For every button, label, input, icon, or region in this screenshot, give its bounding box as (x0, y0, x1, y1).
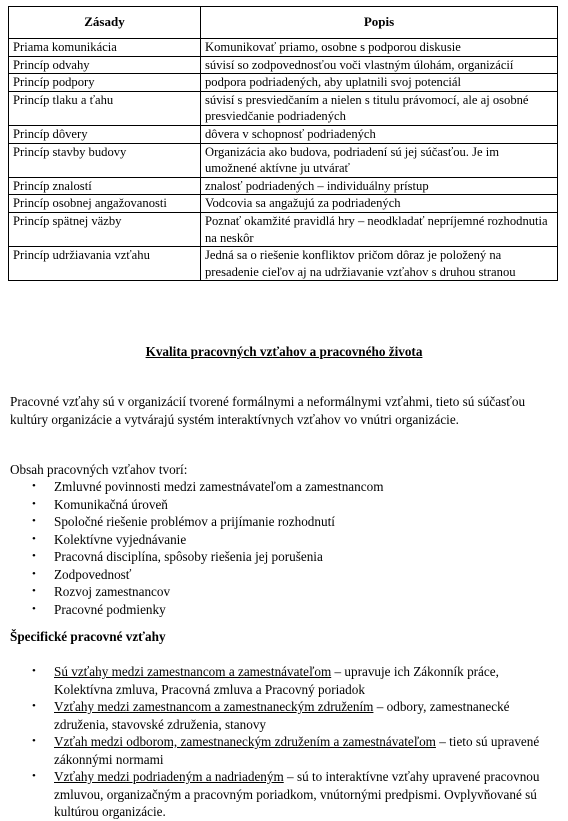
description-cell: dôvera v schopnosť podriadených (201, 125, 558, 143)
principle-cell: Princíp dôvery (9, 125, 201, 143)
list-item (10, 583, 555, 601)
table-row (9, 212, 558, 246)
bullet-icon: • (32, 665, 36, 677)
principle-cell: Princíp podpory (9, 74, 201, 92)
specific-title: Špecifické pracovné vzťahy (10, 629, 166, 644)
intro-paragraph: Pracovné vzťahy sú v organizácií tvorené formálnymi a neformálnymi vzťahmi, tieto sú súčasťou kultúry organizácie a vytvárajú systém interaktívnych vzťahov vo vnútri organizácie. (10, 394, 526, 427)
table-header-principles: Zásady (9, 7, 201, 39)
list-item-text: Zmluvné povinnosti medzi zamestnávateľom a zamestnancom (54, 479, 384, 494)
bullet-icon: • (32, 602, 36, 615)
list-item-text: Pracovná disciplína, spôsoby riešenia jej porušenia (54, 549, 323, 564)
bullet-icon: • (32, 585, 36, 597)
bullet-icon: • (32, 770, 36, 782)
list-item (10, 768, 558, 821)
principle-cell: Princíp tlaku a ťahu (9, 91, 201, 125)
content-list (10, 478, 555, 618)
list-item (10, 698, 558, 733)
list-item-text: Spoločné riešenie problémov a prijímanie rozhodnutí (54, 514, 335, 529)
principle-cell: Princíp spätnej väzby (9, 212, 201, 246)
table-row (9, 195, 558, 213)
table-header-row (9, 7, 558, 39)
description-cell: Vodcovia sa angažujú za podriadených (201, 195, 558, 213)
principle-cell: Princíp odvahy (9, 56, 201, 74)
list-item-text: Pracovné podmienky (54, 601, 166, 617)
principles-table (8, 6, 558, 281)
relation-term: Sú vzťahy medzi zamestnancom a zamestnávateľom (54, 664, 332, 679)
table-row (9, 39, 558, 57)
principle-cell: Princíp stavby budovy (9, 143, 201, 177)
description-cell: súvisí s presviedčaním a nielen s titulu právomocí, ale aj osobné presviedčanie podriadených (201, 91, 558, 125)
bullet-icon: • (32, 480, 36, 492)
list-item (10, 601, 555, 619)
list-item (10, 531, 555, 549)
bullet-icon: • (32, 567, 36, 580)
relation-term: Vzťahy medzi podriadeným a nadriadeným (54, 769, 284, 784)
description-cell: Poznať okamžité pravidlá hry – neodkladať nepríjemné rozhodnutia na neskôr (201, 212, 558, 246)
table-row (9, 125, 558, 143)
description-cell: Organizácia ako budova, podriadení sú jej súčasťou. Je im umožnené aktívne ju utvárať (201, 143, 558, 177)
relation-description: – odbory, zamestnanecké združenia, stavovské združenia, stanovy (54, 699, 510, 732)
description-cell: znalosť podriadených – individuálny prístup (201, 177, 558, 195)
description-cell: podpora podriadených, aby uplatnili svoj potenciál (201, 74, 558, 92)
content-lead: Obsah pracovných vzťahov tvorí: (10, 462, 188, 477)
description-cell: súvisí so zodpovednosťou voči vlastným úlohám, organizácií (201, 56, 558, 74)
relation-description: – sú to interaktívne vzťahy upravené pracovnou zmluvou, organizačným a pracovným poriadkom, vnútornými predpismi. Ovplyvňované sú kultúrou organizácie. (54, 769, 540, 819)
bullet-icon: • (32, 497, 36, 510)
relation-description: – upravuje ich Zákonník práce, Kolektívna zmluva, Pracovná zmluva a Pracovný poriadok (54, 664, 499, 697)
relation-term: Vzťahy medzi zamestnancom a zamestnaneckým združením (54, 699, 374, 714)
table-body (9, 39, 558, 281)
bullet-icon: • (32, 700, 36, 712)
list-item (10, 496, 555, 514)
bullet-icon: • (32, 532, 36, 545)
bullet-icon: • (32, 515, 36, 527)
list-item (10, 548, 555, 566)
bullet-icon: • (32, 735, 36, 747)
relation-term: Vzťah medzi odborom, zamestnaneckým združením a zamestnávateľom (54, 734, 436, 749)
specific-list (10, 663, 558, 821)
section-title: Kvalita pracovných vzťahov a pracovného života (145, 344, 423, 359)
bullet-icon: • (32, 550, 36, 562)
table-row (9, 247, 558, 281)
principle-cell: Princíp udržiavania vzťahu (9, 247, 201, 281)
table-row (9, 74, 558, 92)
list-item-text: Rozvoj zamestnancov (54, 584, 171, 599)
list-item (10, 513, 555, 531)
principle-cell: Princíp osobnej angažovanosti (9, 195, 201, 213)
table-row (9, 177, 558, 195)
table-row (9, 56, 558, 74)
principle-cell: Priama komunikácia (9, 39, 201, 57)
list-item-text: Kolektívne vyjednávanie (54, 531, 187, 547)
table-row (9, 91, 558, 125)
principle-cell: Princíp znalostí (9, 177, 201, 195)
list-item (10, 733, 558, 768)
list-item (10, 478, 555, 496)
list-item-text: Komunikačná úroveň (54, 496, 168, 512)
description-cell: Jedná sa o riešenie konfliktov pričom dôraz je položený na presadenie cieľov aj na udržiavanie vzťahov s druhou stranou (201, 247, 558, 281)
list-item (10, 566, 555, 584)
relation-description: – tieto sú upravené zákonnými normami (54, 734, 540, 767)
description-cell: Komunikovať priamo, osobne s podporou diskusie (201, 39, 558, 57)
list-item (10, 663, 558, 698)
table-header-description: Popis (201, 7, 558, 39)
list-item-text: Zodpovednosť (54, 566, 132, 582)
table-row (9, 143, 558, 177)
